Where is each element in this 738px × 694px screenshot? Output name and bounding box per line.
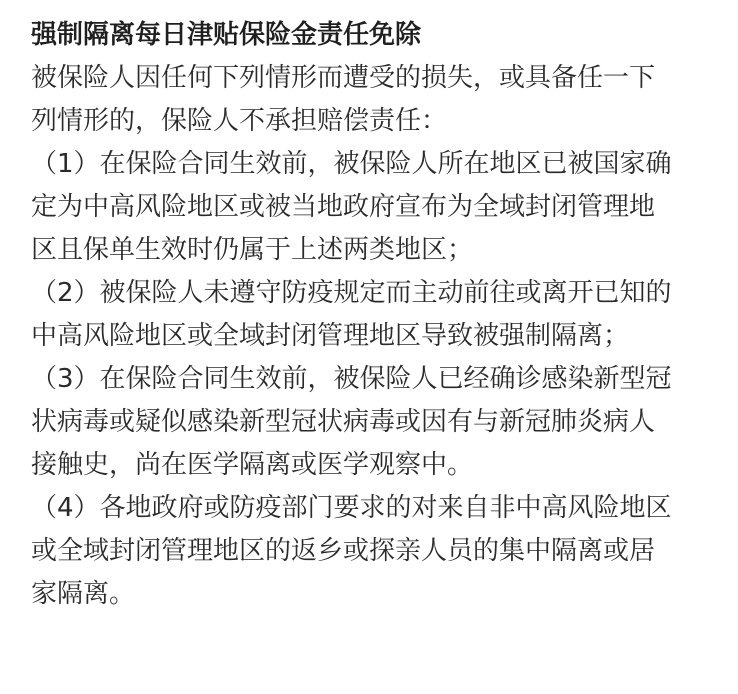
clause-line: 接触史，尚在医学隔离或医学观察中。 xyxy=(31,450,474,480)
clause-2 xyxy=(31,272,718,358)
clause-line: （3）在保险合同生效前，被保险人已经确诊感染新型冠 xyxy=(31,364,672,394)
intro-paragraph xyxy=(31,57,718,143)
clause-line: 或全域封闭管理地区的返乡或探亲人员的集中隔离或居 xyxy=(31,536,656,566)
clause-line: 区且保单生效时仍属于上述两类地区； xyxy=(31,235,474,265)
intro-line: 列情形的，保险人不承担赔偿责任： xyxy=(31,106,448,136)
intro-line: 被保险人因任何下列情形而遭受的损失，或具备任一下 xyxy=(31,63,656,93)
clause-line: 状病毒或疑似感染新型冠状病毒或因有与新冠肺炎病人 xyxy=(31,407,656,437)
clause-line: 家隔离。 xyxy=(31,579,136,609)
clause-line: （2）被保险人未遵守防疫规定而主动前往或离开已知的 xyxy=(31,278,672,308)
clause-line: （1）在保险合同生效前，被保险人所在地区已被国家确 xyxy=(31,149,672,179)
clause-line: 中高风险地区或全域封闭管理地区导致被强制隔离； xyxy=(31,321,630,351)
clause-3 xyxy=(31,358,718,487)
clause-1 xyxy=(31,143,718,272)
clause-line: 定为中高风险地区或被当地政府宣布为全域封闭管理地 xyxy=(31,192,656,222)
clause-4 xyxy=(31,487,718,616)
document-title: 强制隔离每日津贴保险金责任免除 xyxy=(31,20,422,50)
clause-line: （4）各地政府或防疫部门要求的对来自非中高风险地区 xyxy=(31,493,672,523)
